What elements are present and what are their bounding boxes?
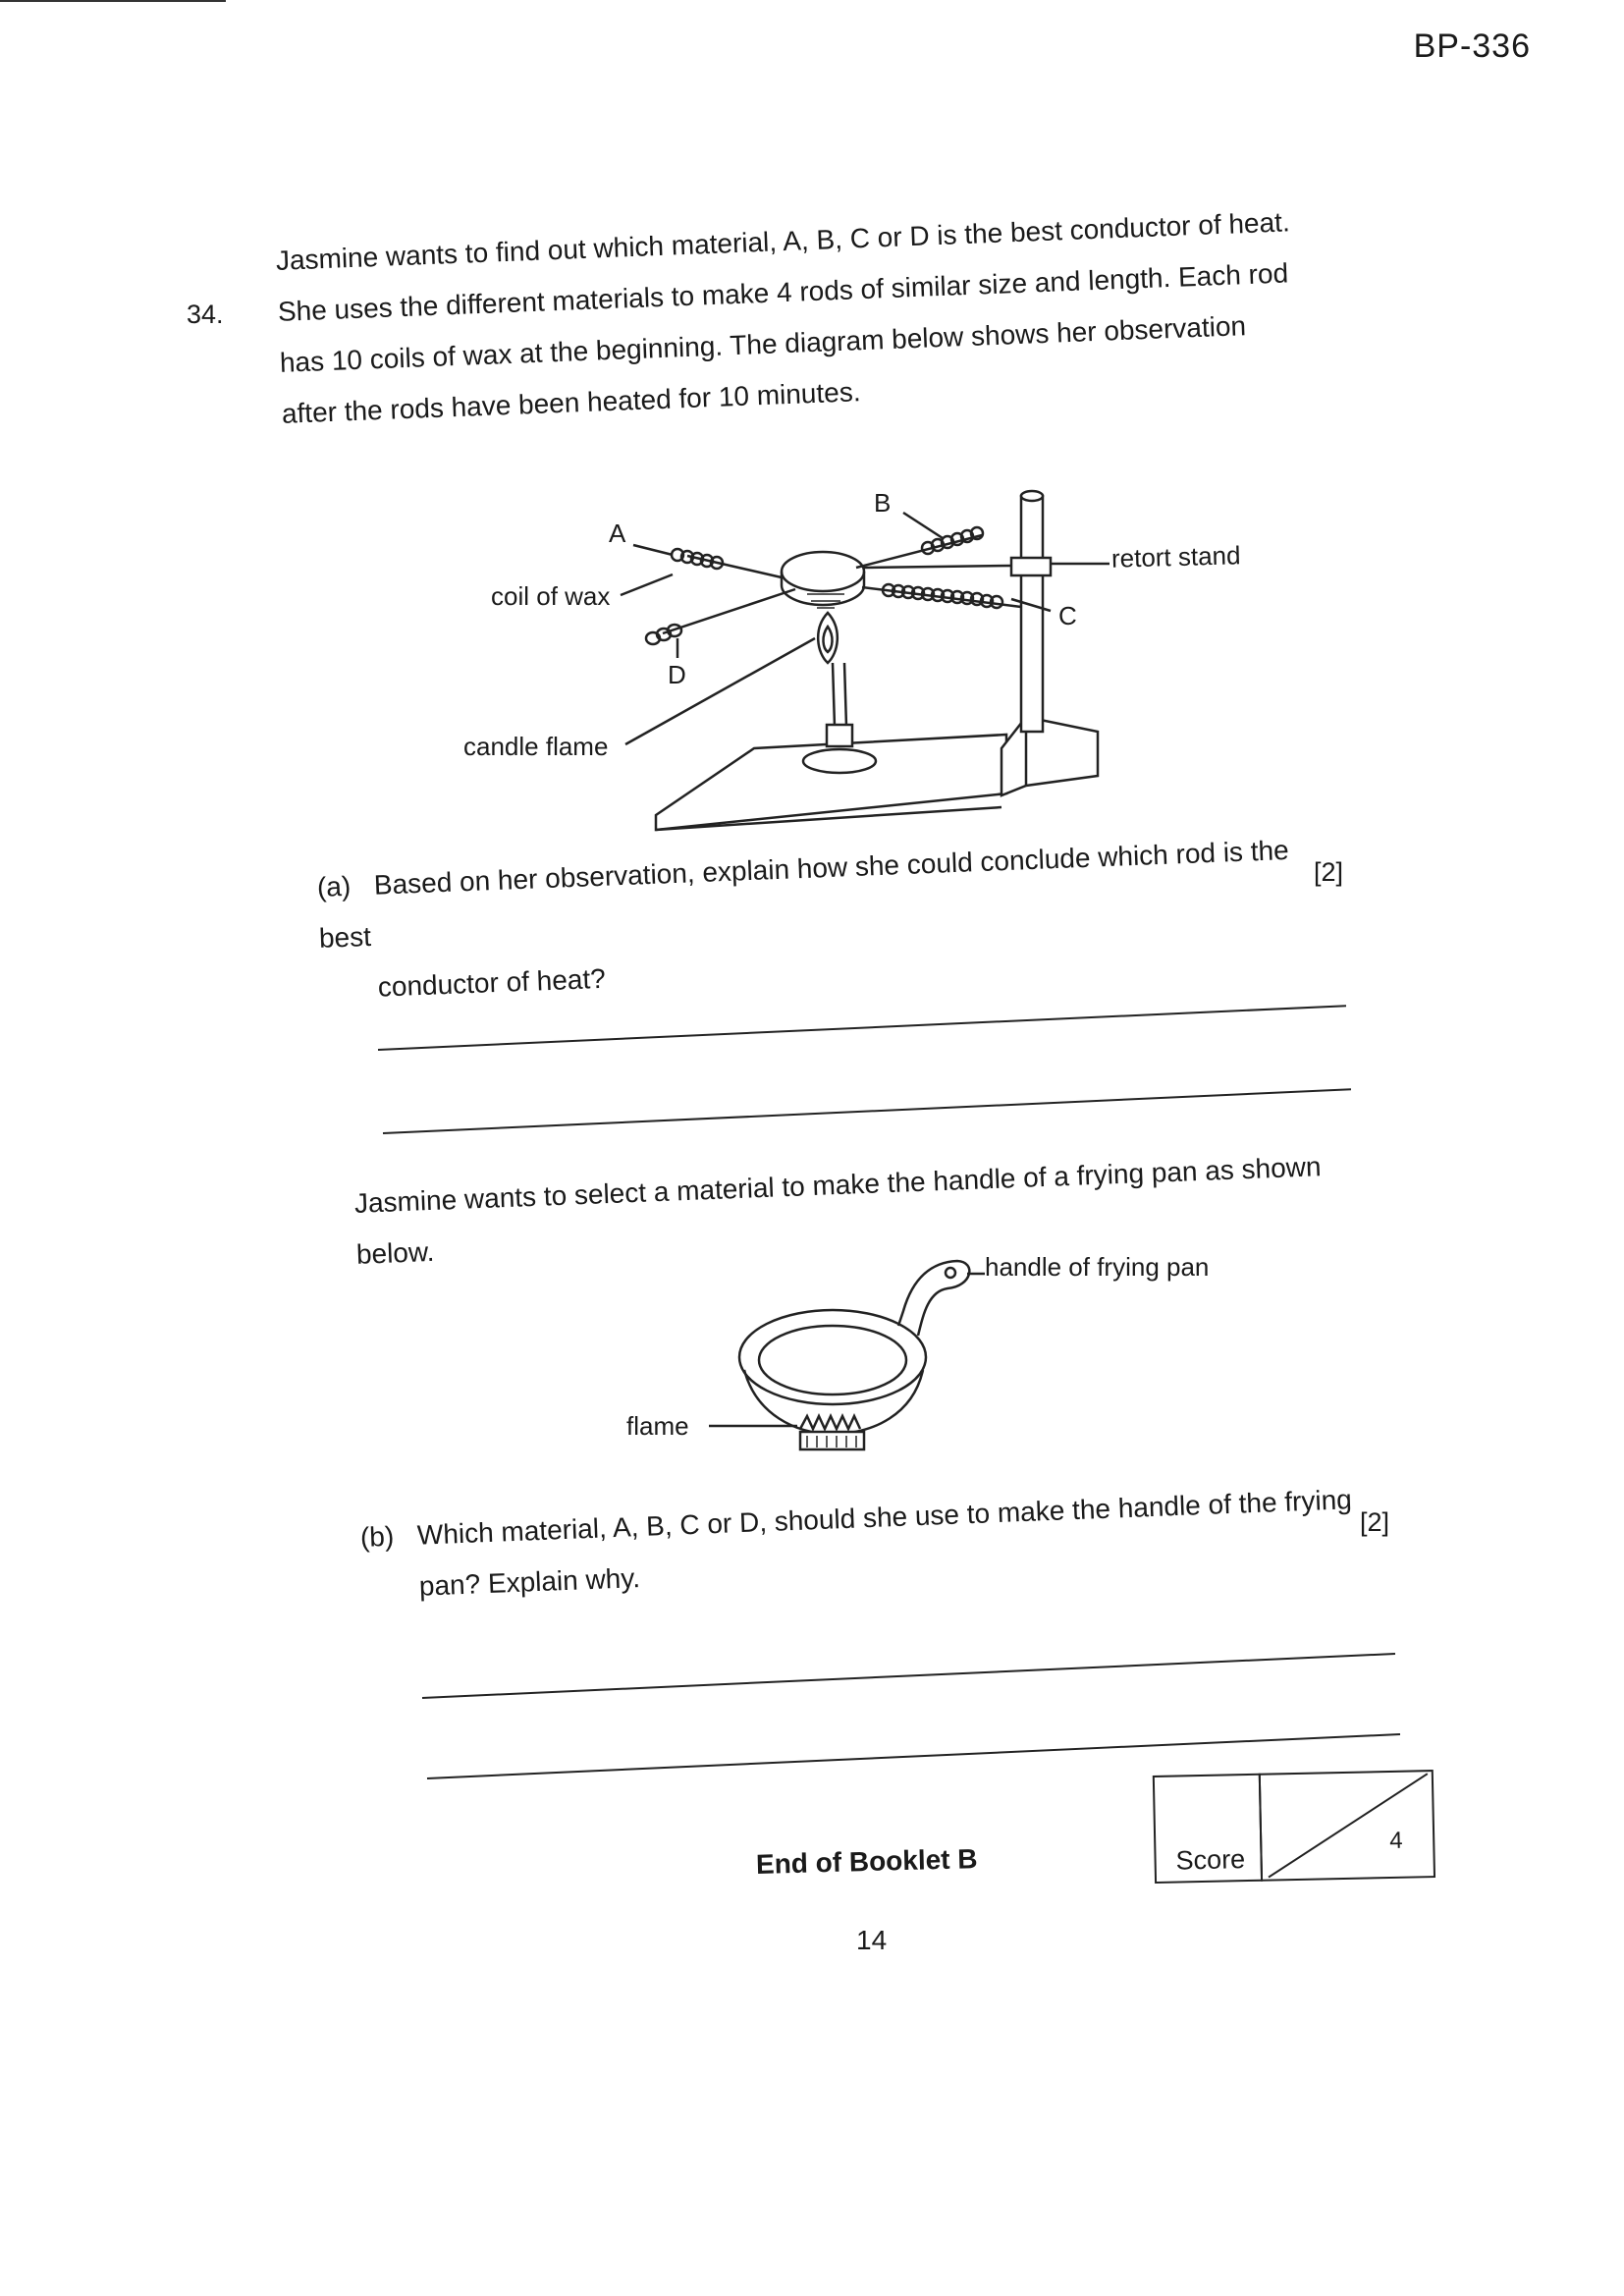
end-of-booklet: End of Booklet B <box>755 1843 978 1880</box>
label-b: B <box>874 488 892 518</box>
part-b-line-2: pan? Explain why. <box>418 1562 641 1602</box>
question-line: She uses the different materials to make 4 rods of similar size and length. Each rod <box>277 257 1289 327</box>
part-b-marks: [2] <box>1360 1507 1390 1537</box>
intro-line-1: Jasmine wants to select a material to make the handle of a frying pan as shown <box>353 1151 1323 1219</box>
intro-line-2: below. <box>355 1235 435 1270</box>
label-coil-of-wax: coil of wax <box>491 581 611 611</box>
label-c: C <box>1058 601 1077 630</box>
label-a: A <box>609 519 626 548</box>
part-b-label: (b) <box>359 1520 395 1553</box>
score-max: 4 <box>1388 1827 1403 1855</box>
page-number: 14 <box>856 1925 888 1955</box>
question-line: after the rods have been heated for 10 minutes. <box>281 376 862 429</box>
label-retort-stand: retort stand <box>1110 540 1241 574</box>
part-a-label: (a) <box>316 870 352 902</box>
handle-hole <box>946 1268 955 1278</box>
label-flame: flame <box>626 1411 689 1441</box>
part-b-line-1: Which material, A, B, C or D, should she use to make the handle of the frying <box>416 1484 1353 1551</box>
burner-flame <box>800 1416 860 1429</box>
question-line: has 10 coils of wax at the beginning. The diagram below shows her observation <box>279 310 1247 378</box>
score-diagonal <box>1259 1770 1435 1882</box>
part-a-line-2: conductor of heat? <box>377 962 607 1003</box>
score-box <box>1153 1770 1439 1891</box>
question-number: 34. <box>187 300 224 329</box>
pan-handle <box>898 1261 969 1336</box>
question-line: Jasmine wants to find out which material, A, B, C or D is the best conductor of heat. <box>275 206 1291 276</box>
score-label: Score <box>1175 1844 1246 1876</box>
part-a-marks: [2] <box>1314 857 1344 887</box>
burner <box>800 1432 864 1449</box>
paper-code: BP-336 <box>1413 27 1531 65</box>
label-d: D <box>668 660 686 689</box>
label-handle: handle of frying pan <box>985 1252 1210 1282</box>
part-a-line-1: Based on her observation, explain how she could conclude which rod is the best <box>318 834 1290 954</box>
label-candle-flame: candle flame <box>463 732 609 761</box>
